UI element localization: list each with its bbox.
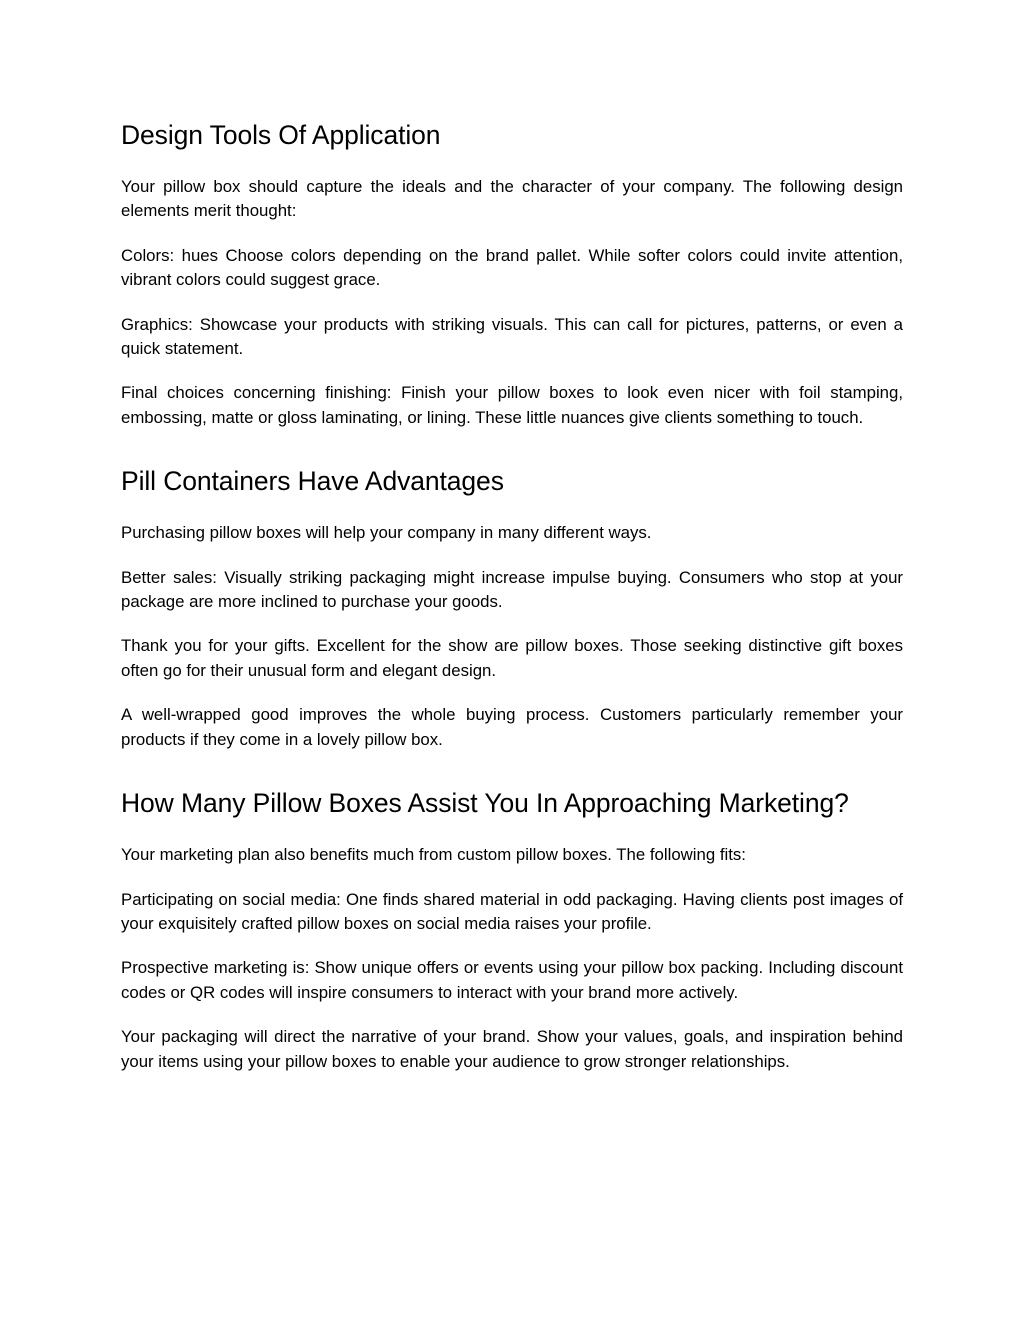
paragraph: Participating on social media: One finds shared material in odd packaging. Having clients post images of your exquisitely crafted pillow boxes on social media raises your profile. xyxy=(121,889,903,933)
section-heading: How Many Pillow Boxes Assist You In Approaching Marketing? xyxy=(121,788,849,819)
section-heading: Design Tools Of Application xyxy=(121,120,441,150)
section-design-tools xyxy=(121,118,903,430)
document-page xyxy=(121,118,903,1074)
section-advantages xyxy=(121,464,903,752)
section-marketing xyxy=(121,786,903,1074)
paragraph: Graphics: Showcase your products with striking visuals. This can call for pictures, patterns, or even a quick statement. xyxy=(121,314,903,359)
paragraph: Purchasing pillow boxes will help your company in many different ways. xyxy=(121,523,652,543)
paragraph: Better sales: Visually striking packaging might increase impulse buying. Consumers who stop at your package are more inclined to purchase your goods. xyxy=(121,567,903,612)
paragraph: Your marketing plan also benefits much from custom pillow boxes. The following fits: xyxy=(121,845,746,865)
paragraph: Colors: hues Choose colors depending on the brand pallet. While softer colors could invite attention, vibrant colors could suggest grace. xyxy=(121,245,903,290)
paragraph: Final choices concerning finishing: Finish your pillow boxes to look even nicer with foil stamping, embossing, matte or gloss laminating, or lining. These little nuances give clients something to touch. xyxy=(121,383,903,427)
paragraph: Prospective marketing is: Show unique offers or events using your pillow box packing. Including discount codes or QR codes will inspire consumers to interact with your brand more actively. xyxy=(121,958,903,1002)
section-heading: Pill Containers Have Advantages xyxy=(121,466,504,497)
paragraph: Thank you for your gifts. Excellent for the show are pillow boxes. Those seeking distinctive gift boxes often go for their unusual form and elegant design. xyxy=(121,636,903,680)
paragraph: A well-wrapped good improves the whole buying process. Customers particularly remember your products if they come in a lovely pillow box. xyxy=(121,705,903,749)
paragraph: Your packaging will direct the narrative of your brand. Show your values, goals, and inspiration behind your items using your pillow boxes to enable your audience to grow stronger relationships. xyxy=(121,1027,903,1071)
paragraph: Your pillow box should capture the ideals and the character of your company. The following design elements merit thought: xyxy=(121,177,903,221)
